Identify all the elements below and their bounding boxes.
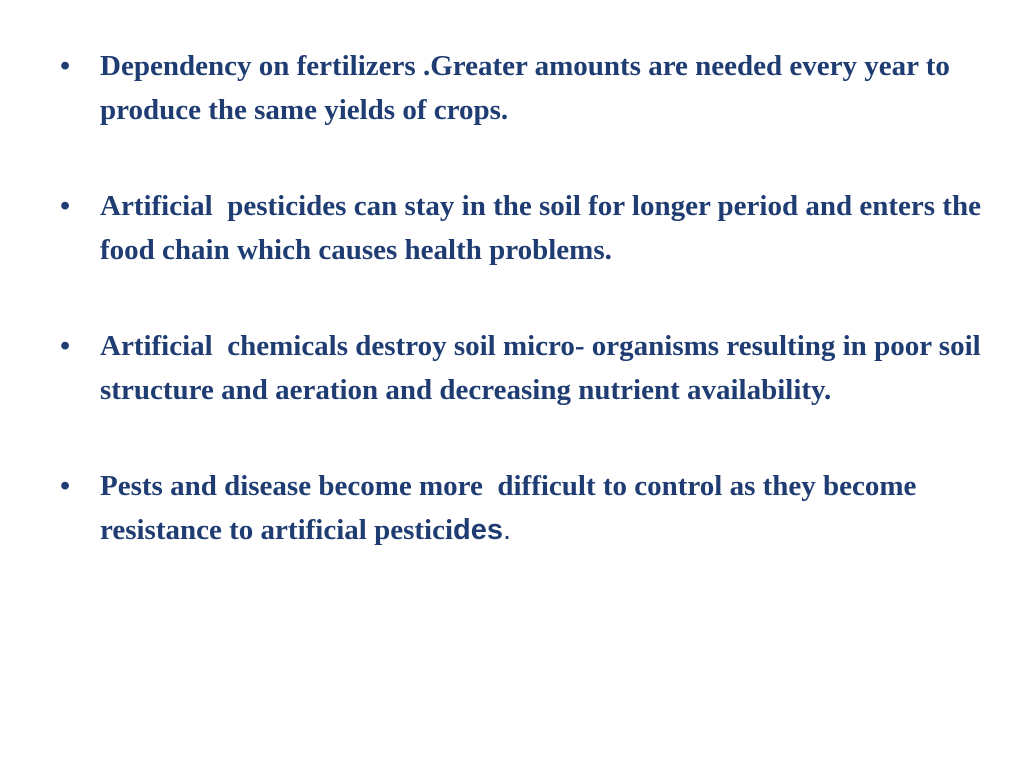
bullet-icon: • — [60, 470, 71, 502]
bullet-text-pests — [100, 470, 924, 546]
bullet-text-chemicals: Artificial chemicals destroy soil micro- organisms resulting in poor soil structure and aeration and decreasing nutrient availability. — [100, 330, 988, 406]
bullet-text-fertilizers: Dependency on fertilizers .Greater amounts are needed every year to produce the same yields of crops. — [100, 50, 958, 126]
bullet-icon: • — [60, 330, 71, 362]
bullet-item-fertilizers — [0, 44, 1024, 132]
bullet-item-chemicals — [0, 324, 1024, 412]
bullet-icon: • — [60, 50, 71, 82]
bullet-text-pesticides: Artificial pesticides can stay in the soil for longer period and enters the food chain which causes health problems. — [100, 190, 989, 266]
bullet-item-pests — [0, 464, 1024, 552]
bullet-list — [0, 44, 1024, 604]
bullet-text-pests-main: Pests and disease become more difficult to control as they become resistance to artificial pestici — [100, 470, 924, 546]
bullet-icon: • — [60, 190, 71, 222]
bullet-item-pesticides — [0, 184, 1024, 272]
bullet-text-pests-end: . — [502, 514, 512, 546]
bullet-text-pests-tail: des — [453, 514, 503, 546]
